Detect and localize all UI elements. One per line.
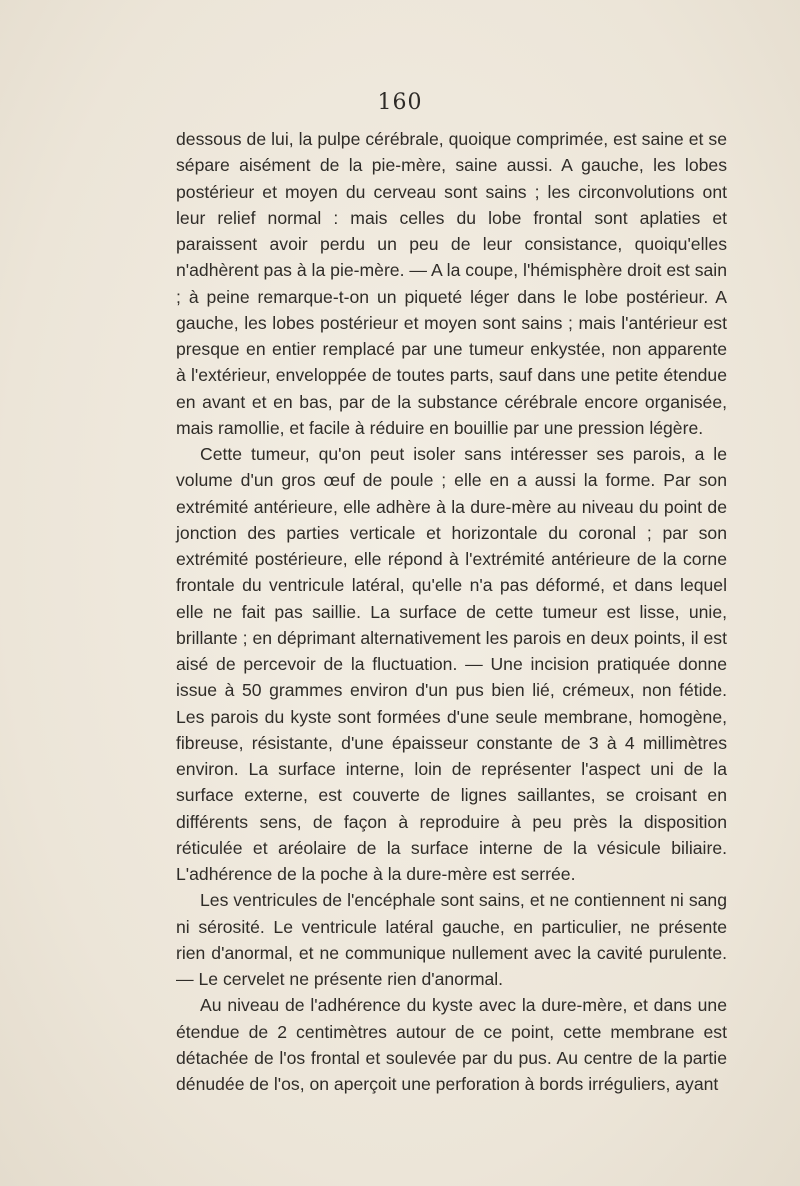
paragraph: Les ventricules de l'encéphale sont sains, et ne contiennent ni sang ni sérosité. Le ventricule latéral gauche, en particulier, ne présente rien d'anormal, et ne communique nullement avec la cavité purulente. — Le cervelet ne présente rien d'anormal. [176,890,727,989]
paragraph: Au niveau de l'adhérence du kyste avec la dure-mère, et dans une étendue de 2 centimètres autour de ce point, cette membrane est détachée de l'os frontal et soulevée par du pus. Au centre de la partie dénudée de l'os, on aperçoit une perforation à bords irréguliers, ayant [176,995,727,1094]
paragraph: dessous de lui, la pulpe cérébrale, quoique comprimée, est saine et se sépare aisément de la pie-mère, saine aussi. A gauche, les lobes postérieur et moyen du cerveau sont sains ; les circonvolutions ont leur relief normal : mais celles du lobe frontal sont aplaties et paraissent avoir perdu un peu de leur consistance, quoiqu'elles n'adhèrent pas à la pie-mère. — A la coupe, l'hémisphère droit est sain ; à peine remarque-t-on un piqueté léger dans le lobe postérieur. A gauche, les lobes postérieur et moyen sont sains ; mais l'antérieur est presque en entier remplacé par une tumeur enkystée, non apparente à l'extérieur, enveloppée de toutes parts, sauf dans une petite étendue en avant et en bas, par de la substance cérébrale encore organisée, mais ramollie, et facile à réduire en bouillie par une pression légère. [176,129,727,438]
body-text [176,126,727,1097]
paragraph: Cette tumeur, qu'on peut isoler sans intéresser ses parois, a le volume d'un gros œuf de poule ; elle en a aussi la forme. Par son extrémité antérieure, elle adhère à la dure-mère au niveau du point de jonction des parties verticale et horizontale du coronal ; par son extrémité postérieure, elle répond à l'extrémité antérieure de la corne frontale du ventricule latéral, qu'elle n'a pas déformé, et dans lequel elle ne fait pas saillie. La surface de cette tumeur est lisse, unie, brillante ; en déprimant alternativement les parois en deux points, il est aisé de percevoir de la fluctuation. — Une incision pratiquée donne issue à 50 grammes environ d'un pus bien lié, crémeux, non fétide. Les parois du kyste sont formées d'une seule membrane, homogène, fibreuse, résistante, d'une épaisseur constante de 3 à 4 millimètres environ. La surface interne, loin de représenter l'aspect uni de la surface externe, est couverte de lignes saillantes, se croisant en différents sens, de façon à reproduire à peu près la disposition réticulée et aréolaire de la surface interne de la vésicule biliaire. L'adhérence de la poche à la dure-mère est serrée. [176,444,727,884]
page-number: 160 [377,90,423,115]
